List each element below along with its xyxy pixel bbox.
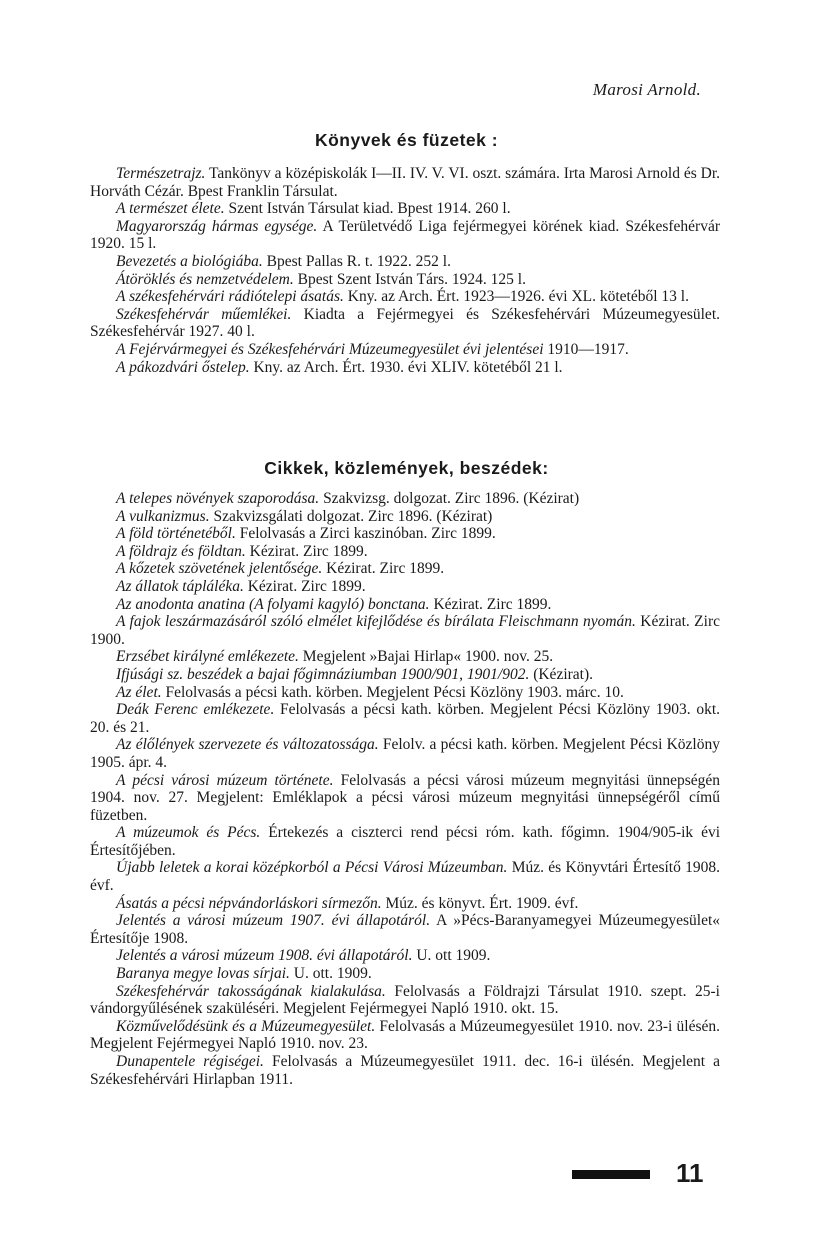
entry-details: Felolvasás a Múzeumegyesület 1911. dec. 16-i ülésén. Megjelent a Székesfehérvári Hirlapban 1911. bbox=[90, 1053, 720, 1088]
entry-details: Bpest Pallas R. t. 1922. 252 l. bbox=[262, 252, 451, 270]
bibliography-entry bbox=[90, 895, 720, 913]
entry-details: 1910—1917. bbox=[543, 340, 629, 358]
entry-details: Tankönyv a középiskolák I—II. IV. V. VI. oszt. számára. Irta Marosi Arnold és Dr. Horváth Cézár. Bpest Franklin Társulat. bbox=[90, 165, 720, 200]
books-list bbox=[90, 165, 720, 376]
entry-title: Jelentés a városi múzeum 1908. évi állapotáról. bbox=[116, 947, 413, 965]
entry-title: Az anodonta anatina (A folyami kagyló) bonctana. bbox=[116, 595, 430, 613]
bibliography-entry bbox=[90, 912, 720, 947]
entry-title: A földrajz és földtan. bbox=[116, 542, 246, 560]
entry-details: Kézirat. Zirc 1899. bbox=[245, 542, 368, 560]
bibliography-entry bbox=[90, 508, 720, 526]
bibliography-entry bbox=[90, 218, 720, 253]
entry-details: Felolvasás a Földrajzi Társulat 1910. szept. 25-i vándorgyűlésének szaküléséri. Megjelent Fejérmegyei Napló 1910. okt. 15. bbox=[90, 982, 720, 1018]
bibliography-entry bbox=[90, 560, 720, 578]
entry-title: Közművelődésünk és a Múzeumegyesület. bbox=[116, 1017, 376, 1035]
bibliography-entry bbox=[90, 965, 720, 983]
bibliography-entry bbox=[90, 1053, 720, 1088]
entry-title: Magyarország hármas egysége. bbox=[116, 217, 318, 235]
bibliography-entry bbox=[90, 736, 720, 771]
entry-title: A múzeumok és Pécs. bbox=[116, 824, 261, 842]
entry-title: Az élet. bbox=[116, 683, 162, 701]
entry-details: Felolvasás a pécsi városi múzeum megnyitási ünnepségén 1904. nov. 27. Megjelent: Emléklapok a pécsi városi múzeum megnyitási ünnepségéről című füzetben. bbox=[90, 771, 720, 824]
entry-details: (Kézirat). bbox=[529, 665, 594, 683]
entry-title: A pákozdvári őstelep. bbox=[116, 358, 250, 376]
bibliography-entry bbox=[90, 684, 720, 702]
bibliography-entry bbox=[90, 613, 720, 648]
entry-details: Kézirat. Zirc 1899. bbox=[243, 577, 366, 595]
entry-title: A vulkanizmus. bbox=[116, 507, 210, 525]
bibliography-entry bbox=[90, 596, 720, 614]
bibliography-entry bbox=[90, 983, 720, 1018]
bibliography-entry bbox=[90, 578, 720, 596]
entry-title: Újabb leletek a korai középkorból a Pécsi Városi Múzeumban. bbox=[116, 859, 508, 877]
entry-title: Az élőlények szervezete és változatossága. bbox=[116, 736, 379, 754]
entry-details: Felolv. a pécsi kath. körben. Megjelent Pécsi Közlöny 1905. ápr. 4. bbox=[90, 736, 720, 771]
entry-title: A pécsi városi múzeum története. bbox=[116, 771, 334, 789]
entry-title: Baranya megye lovas sírjai. bbox=[116, 965, 290, 983]
page-footer bbox=[572, 1158, 704, 1190]
entry-title: Átöröklés és nemzetvédelem. bbox=[116, 270, 294, 288]
bibliography-entry bbox=[90, 666, 720, 684]
entry-title: A kőzetek szövetének jelentősége. bbox=[116, 560, 323, 578]
entry-title: Jelentés a városi múzeum 1907. évi állapotáról. bbox=[116, 912, 431, 930]
bibliography-entry bbox=[90, 306, 720, 341]
entry-details: Múz. és Könyvtári Értesítő 1908. évf. bbox=[90, 859, 720, 895]
entry-title: Ifjúsági sz. beszédek a bajai főgimnáziumban 1900/901, 1901/902. bbox=[116, 665, 530, 683]
bibliography-entry bbox=[90, 1018, 720, 1053]
bibliography-entry bbox=[90, 772, 720, 825]
bibliography-entry bbox=[90, 165, 720, 200]
entry-details: A »Pécs-Baranyamegyei Múzeumegyesület« Értesítője 1908. bbox=[90, 912, 721, 947]
running-head: Marosi Arnold. bbox=[592, 80, 701, 99]
entry-details: Szakvizsgálati dolgozat. Zirc 1896. (Kézirat) bbox=[209, 507, 493, 525]
entry-title: Dunapentele régiségei. bbox=[116, 1053, 264, 1070]
entry-details: Kny. az Arch. Ért. 1923—1926. évi XL. kötetéből 13 l. bbox=[343, 288, 689, 306]
entry-title: Ásatás a pécsi népvándorláskori sírmezőn. bbox=[116, 894, 382, 912]
entry-details: Megjelent »Bajai Hirlap« 1900. nov. 25. bbox=[298, 648, 554, 666]
books-heading: Könyvek és füzetek : bbox=[314, 130, 499, 150]
entry-title: A föld történetéből. bbox=[116, 525, 236, 543]
entry-details: Bpest Szent István Társ. 1924. 125 l. bbox=[293, 270, 526, 288]
bibliography-entry bbox=[90, 648, 720, 666]
entry-title: Természetrajz. bbox=[116, 165, 206, 182]
bibliography-entry bbox=[90, 341, 720, 359]
entry-details: Kézirat. Zirc 1899. bbox=[322, 560, 445, 578]
entry-details: Szent István Társulat kiad. Bpest 1914. 260 l. bbox=[224, 200, 511, 218]
entry-title: Székesfehérvár takosságának kialakulása. bbox=[116, 982, 386, 1000]
entry-details: A Területvédő Liga fejérmegyei körének kiad. Székesfehérvár 1920. 15 l. bbox=[90, 217, 720, 253]
entry-title: A fajok leszármazásáról szóló elmélet kifejlődése és bírálata Fleischmann nyomán. bbox=[116, 613, 636, 631]
page-number: 11 bbox=[676, 1158, 704, 1188]
entry-details: Szakvizsg. dolgozat. Zirc 1896. (Kézirat) bbox=[319, 490, 580, 507]
bibliography-entry bbox=[90, 824, 720, 859]
entry-details: Értekezés a ciszterci rend pécsi róm. kath. főgimn. 1904/905-ik évi Értesítőjében. bbox=[90, 824, 720, 859]
entry-title: Az állatok tápláléka. bbox=[116, 577, 244, 595]
entry-title: A Fejérvármegyei és Székesfehérvári Múzeumegyesület évi jelentései bbox=[116, 340, 544, 358]
entry-details: U. ott. 1909. bbox=[289, 965, 372, 983]
bibliography-entry bbox=[90, 947, 720, 965]
entry-title: Bevezetés a biológiába. bbox=[116, 252, 263, 270]
bibliography-entry bbox=[90, 525, 720, 543]
entry-title: A természet élete. bbox=[116, 200, 225, 218]
entry-details: Kny. az Arch. Ért. 1930. évi XLIV. kötetéből 21 l. bbox=[249, 358, 563, 376]
entry-details: Kézirat. Zirc 1899. bbox=[429, 595, 552, 613]
bibliography-entry bbox=[90, 859, 720, 894]
bibliography-entry bbox=[90, 271, 720, 289]
entry-title: Székesfehérvár műemlékei. bbox=[116, 305, 292, 323]
entry-details: Múz. és könyvt. Ért. 1909. évf. bbox=[381, 894, 579, 912]
footer-rule bbox=[572, 1170, 650, 1179]
bibliography-entry bbox=[90, 288, 720, 306]
entry-details: Felolvasás a pécsi kath. körben. Megjelent Pécsi Közlöny 1903. márc. 10. bbox=[161, 683, 624, 701]
entry-title: A telepes növények szaporodása. bbox=[116, 490, 320, 507]
entry-details: Kiadta a Fejérmegyei és Székesfehérvári Múzeumegyesület. Székesfehérvár 1927. 40 l. bbox=[90, 305, 720, 341]
bibliography-entry bbox=[90, 490, 720, 508]
bibliography-entry bbox=[90, 701, 720, 736]
entry-details: Kézirat. Zirc 1900. bbox=[90, 613, 720, 648]
bibliography-entry bbox=[90, 253, 720, 271]
articles-heading: Cikkek, közlemények, beszédek: bbox=[264, 458, 549, 478]
bibliography-entry bbox=[90, 200, 720, 218]
entry-details: Felolvasás a pécsi kath. körben. Megjelent Pécsi Közlöny 1903. okt. 20. és 21. bbox=[90, 701, 720, 736]
entry-title: A székesfehérvári rádiótelepi ásatás. bbox=[116, 288, 344, 306]
entry-details: Felolvasás a Múzeumegyesület 1910. nov. 23-i ülésén. Megjelent Fejérmegyei Napló 1910. nov. 23. bbox=[90, 1017, 720, 1053]
entry-title: Erzsébet királyné emlékezete. bbox=[116, 648, 299, 666]
bibliography-entry bbox=[90, 359, 720, 377]
entry-details: U. ott 1909. bbox=[412, 947, 491, 965]
entry-title: Deák Ferenc emlékezete. bbox=[116, 701, 275, 719]
articles-list bbox=[90, 490, 720, 1088]
entry-details: Felolvasás a Zirci kaszinóban. Zirc 1899. bbox=[235, 525, 496, 543]
bibliography-entry bbox=[90, 543, 720, 561]
